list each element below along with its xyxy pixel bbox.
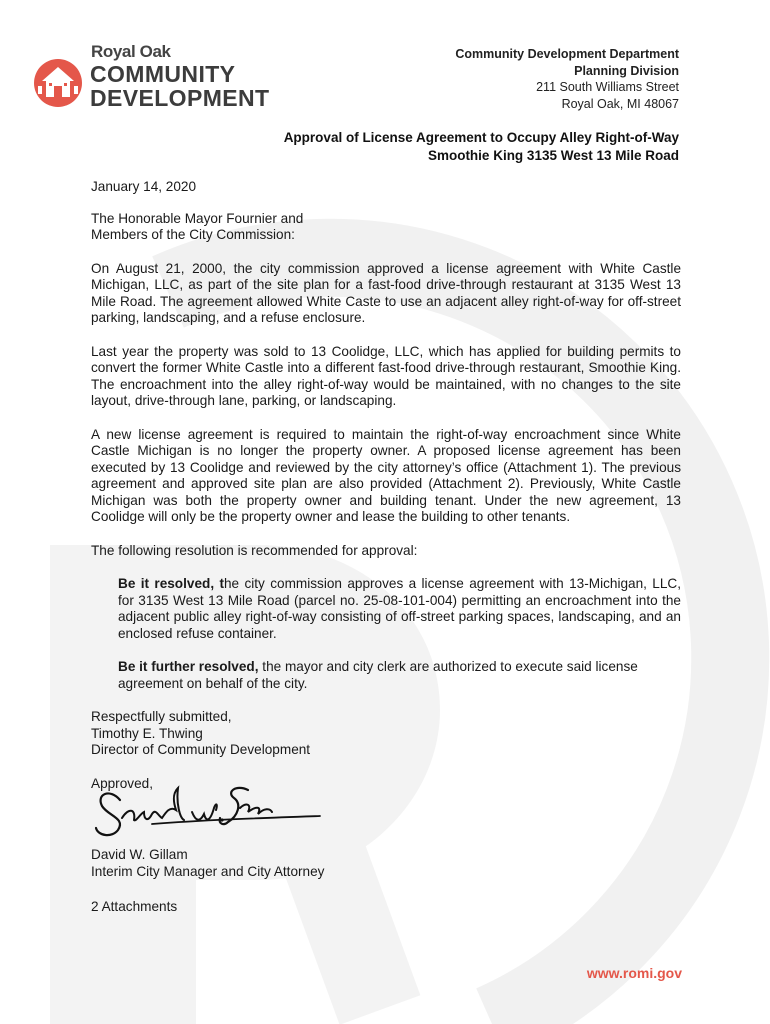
handwritten-signature-icon — [92, 778, 324, 844]
letter-date: January 14, 2020 — [91, 179, 197, 194]
paragraph-1: On August 21, 2000, the city commission approved a license agreement with White Castle Michigan, LLC, as part of the site plan for a fast-food drive-through restaurant at 3135 West 13 Mile Road. The agreement allowed White Caste to use an adjacent alley right-of-way for off-street parking, landscaping, and a refuse enclosure. — [91, 260, 681, 325]
salutation-line-2: Members of the City Commission: — [91, 227, 295, 242]
city-state-zip: Royal Oak, MI 48067 — [561, 96, 679, 111]
subject-line-1: Approval of License Agreement to Occupy Alley Right-of-Way — [283, 130, 679, 145]
attachments-note: 2 Attachments — [91, 899, 178, 914]
approver-name: David W. Gillam — [91, 847, 188, 862]
logo-development: DEVELOPMENT — [90, 85, 270, 111]
royal-oak-logo — [34, 42, 274, 112]
salutation-line-1: The Honorable Mayor Fournier and — [91, 210, 304, 226]
subject-line-2: Smoothie King 3135 West 13 Mile Road — [427, 148, 679, 163]
logo-city-name: Royal Oak — [91, 42, 171, 61]
approver-title: Interim City Manager and City Attorney — [91, 863, 325, 879]
resolution-1-lead: Be it resolved, t — [118, 576, 224, 591]
letter-body — [91, 179, 681, 880]
resolution-2-lead: Be it further resolved, — [118, 659, 259, 674]
department-address — [455, 46, 679, 112]
submitter-title: Director of Community Development — [91, 742, 311, 757]
logo-community: COMMUNITY — [90, 61, 236, 87]
resolution-2-text: the mayor and city clerk are authorized to execute said license agreement on behalf of the city. — [118, 659, 638, 691]
closing-line: Respectfully submitted, — [91, 709, 232, 724]
paragraph-2: Last year the property was sold to 13 Coolidge, LLC, which has applied for building permits to convert the former White Castle into a different fast-food drive-through restaurant, Smoothie King. The encroachment into the alley right-of-way would be maintained, with no changes to the site layout, drive-through lane, parking, or landscaping. — [91, 343, 681, 408]
division-name: Planning Division — [574, 63, 679, 78]
approved-line: Approved, — [91, 775, 153, 791]
resolution-1-text: he city commission approves a license agreement with 13-Michigan, LLC, for 3135 West 13 Mile Road (parcel no. 25-08-101-004) permitting an encroachment into the adjacent public alley right-of-way consisting of off-street parking spaces, landscaping, and an enclosed refuse container. — [118, 576, 681, 641]
recommendation-line: The following resolution is recommended for approval: — [91, 542, 418, 558]
paragraph-3: A new license agreement is required to maintain the right-of-way encroachment since White Castle Michigan is no longer the property owner. A proposed license agreement has been executed by 13 Coolidge and reviewed by the city attorney’s office (Attachment 1). The previous agreement and approved site plan are also provided (Attachment 2). Previously, White Castle Michigan was both the property owner and building tenant. Under the new agreement, 13 Coolidge will only be the property owner and lease the building to other tenants. — [91, 426, 681, 524]
street-address: 211 South Williams Street — [536, 80, 679, 94]
house-circle-logo-icon — [34, 59, 82, 107]
department-name: Community Development Department — [455, 47, 679, 61]
website-link[interactable]: www.romi.gov — [586, 965, 682, 981]
resolution-1 — [118, 576, 681, 642]
submitter-name: Timothy E. Thwing — [91, 725, 203, 741]
resolution-2 — [118, 659, 681, 692]
subject-heading — [284, 129, 679, 165]
